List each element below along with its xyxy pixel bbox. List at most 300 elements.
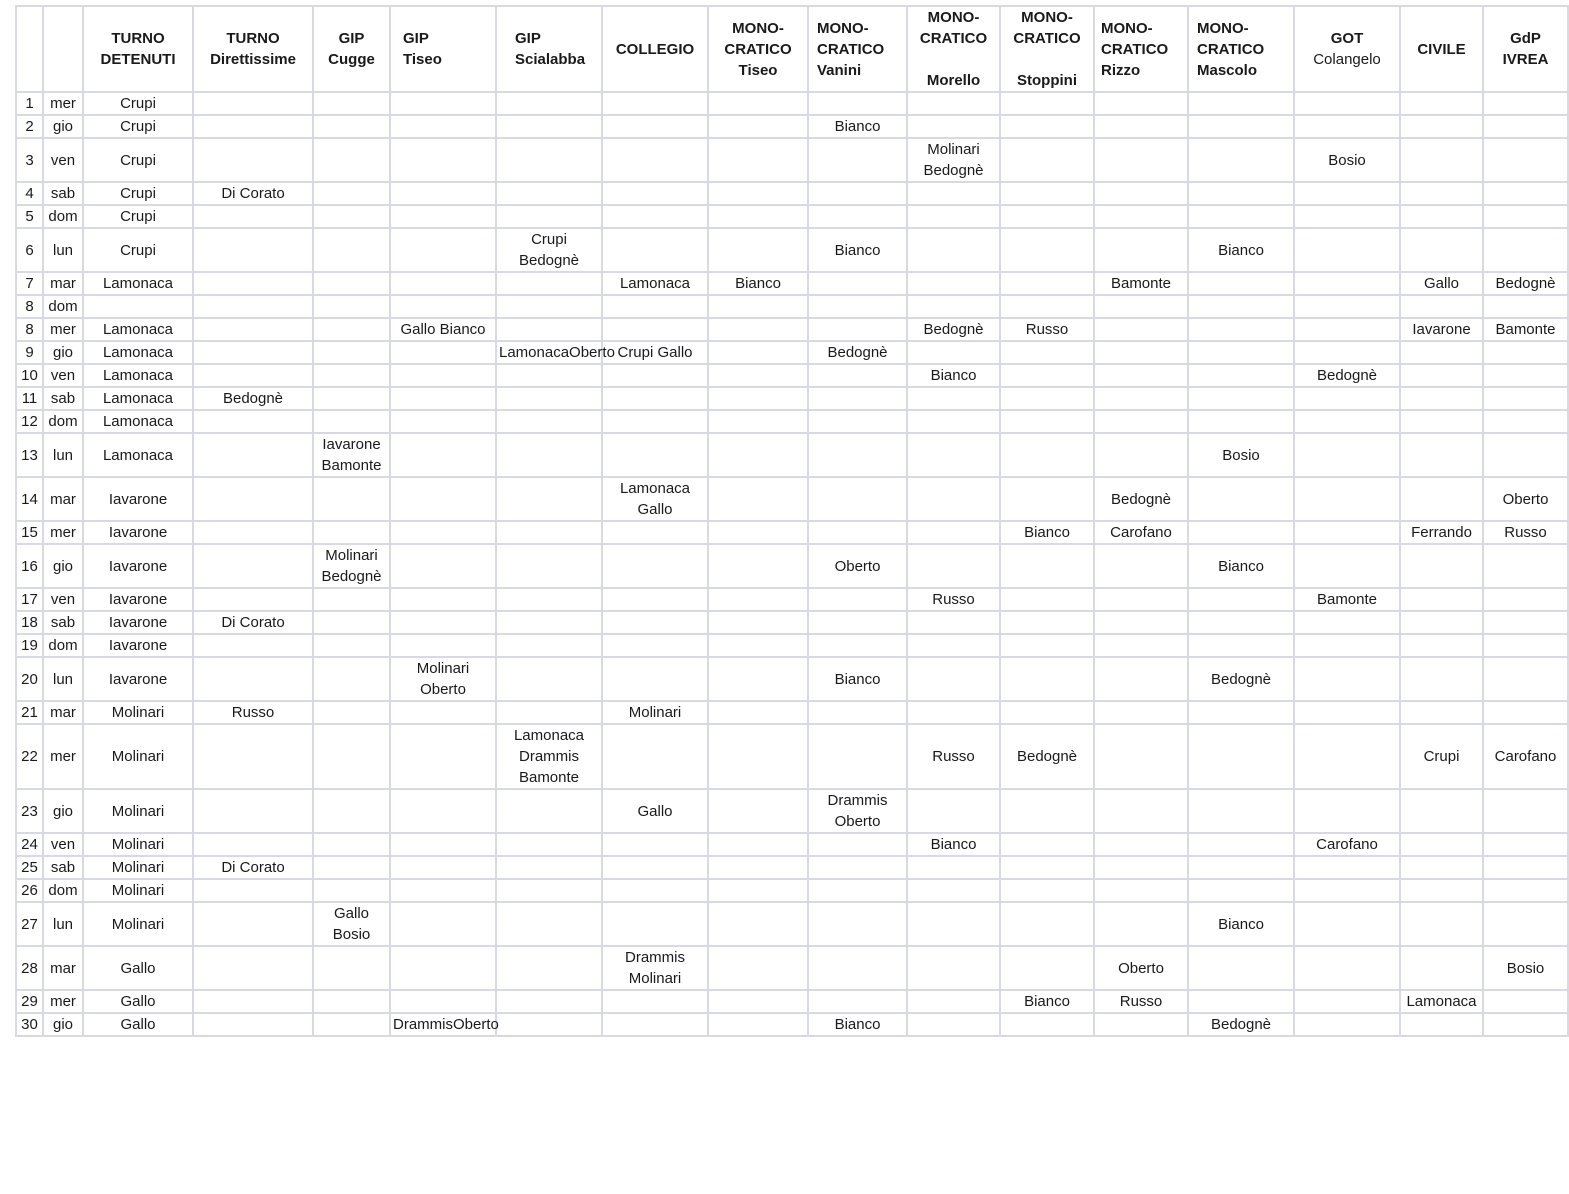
header-cell-day[interactable] [43, 6, 83, 92]
cell-mono-rizzo[interactable]: Bamonte [1094, 272, 1188, 295]
cell-mono-tiseo[interactable] [708, 318, 808, 341]
cell-collegio[interactable] [602, 588, 708, 611]
cell-turno-detenuti[interactable]: Gallo [83, 946, 193, 990]
cell-mono-vanini[interactable] [808, 833, 907, 856]
cell-gip-scialabba[interactable] [496, 477, 602, 521]
cell-mono-vanini[interactable] [808, 138, 907, 182]
cell-gdp-ivrea[interactable] [1483, 387, 1568, 410]
cell-civile[interactable] [1400, 544, 1483, 588]
cell-day[interactable]: ven [43, 364, 83, 387]
cell-turno-direttissime[interactable] [193, 138, 313, 182]
cell-civile[interactable] [1400, 833, 1483, 856]
cell-civile[interactable] [1400, 701, 1483, 724]
cell-mono-mascolo[interactable] [1188, 115, 1294, 138]
cell-index[interactable]: 29 [16, 990, 43, 1013]
cell-turno-detenuti[interactable]: Lamonaca [83, 387, 193, 410]
cell-turno-detenuti[interactable]: Iavarone [83, 588, 193, 611]
cell-civile[interactable] [1400, 387, 1483, 410]
cell-collegio[interactable] [602, 92, 708, 115]
cell-civile[interactable] [1400, 182, 1483, 205]
cell-gip-tiseo[interactable] [390, 295, 496, 318]
cell-gip-tiseo[interactable] [390, 364, 496, 387]
cell-gip-tiseo[interactable] [390, 272, 496, 295]
cell-collegio[interactable] [602, 544, 708, 588]
cell-mono-stoppini[interactable] [1000, 228, 1094, 272]
cell-mono-mascolo[interactable] [1188, 701, 1294, 724]
cell-collegio[interactable] [602, 611, 708, 634]
cell-got[interactable] [1294, 410, 1400, 433]
cell-gdp-ivrea[interactable] [1483, 902, 1568, 946]
cell-civile[interactable] [1400, 228, 1483, 272]
cell-mono-tiseo[interactable] [708, 228, 808, 272]
cell-gip-tiseo[interactable] [390, 387, 496, 410]
cell-gdp-ivrea[interactable] [1483, 789, 1568, 833]
cell-collegio[interactable] [602, 228, 708, 272]
cell-turno-direttissime[interactable]: Di Corato [193, 611, 313, 634]
cell-gdp-ivrea[interactable] [1483, 657, 1568, 701]
cell-mono-morello[interactable]: Russo [907, 724, 1000, 789]
cell-mono-rizzo[interactable] [1094, 1013, 1188, 1036]
cell-gip-scialabba[interactable] [496, 205, 602, 228]
cell-mono-vanini[interactable] [808, 724, 907, 789]
cell-gip-cugge[interactable] [313, 657, 390, 701]
cell-turno-detenuti[interactable]: Lamonaca [83, 364, 193, 387]
cell-mono-rizzo[interactable] [1094, 138, 1188, 182]
cell-mono-rizzo[interactable]: Carofano [1094, 521, 1188, 544]
cell-mono-morello[interactable] [907, 182, 1000, 205]
cell-mono-morello[interactable] [907, 477, 1000, 521]
cell-got[interactable] [1294, 634, 1400, 657]
cell-turno-detenuti[interactable]: Lamonaca [83, 410, 193, 433]
cell-mono-stoppini[interactable] [1000, 387, 1094, 410]
cell-mono-stoppini[interactable] [1000, 902, 1094, 946]
cell-civile[interactable] [1400, 410, 1483, 433]
cell-mono-stoppini[interactable] [1000, 182, 1094, 205]
cell-mono-mascolo[interactable] [1188, 272, 1294, 295]
cell-gdp-ivrea[interactable] [1483, 364, 1568, 387]
cell-gip-cugge[interactable] [313, 946, 390, 990]
cell-turno-direttissime[interactable] [193, 521, 313, 544]
cell-mono-rizzo[interactable] [1094, 724, 1188, 789]
cell-mono-vanini[interactable]: Oberto [808, 544, 907, 588]
cell-gip-cugge[interactable] [313, 588, 390, 611]
cell-mono-vanini[interactable] [808, 477, 907, 521]
cell-turno-detenuti[interactable]: Iavarone [83, 611, 193, 634]
cell-gdp-ivrea[interactable] [1483, 341, 1568, 364]
cell-gdp-ivrea[interactable] [1483, 856, 1568, 879]
cell-mono-vanini[interactable]: Bianco [808, 657, 907, 701]
cell-civile[interactable]: Gallo [1400, 272, 1483, 295]
cell-mono-morello[interactable] [907, 410, 1000, 433]
cell-gip-tiseo[interactable] [390, 477, 496, 521]
cell-gdp-ivrea[interactable] [1483, 990, 1568, 1013]
cell-gip-tiseo[interactable] [390, 588, 496, 611]
cell-mono-rizzo[interactable] [1094, 433, 1188, 477]
cell-mono-stoppini[interactable] [1000, 341, 1094, 364]
cell-collegio[interactable] [602, 521, 708, 544]
cell-mono-morello[interactable] [907, 856, 1000, 879]
cell-turno-detenuti[interactable]: Crupi [83, 138, 193, 182]
cell-mono-stoppini[interactable] [1000, 657, 1094, 701]
cell-mono-rizzo[interactable] [1094, 228, 1188, 272]
cell-day[interactable]: gio [43, 115, 83, 138]
cell-day[interactable]: dom [43, 634, 83, 657]
cell-mono-morello[interactable] [907, 521, 1000, 544]
cell-day[interactable]: ven [43, 833, 83, 856]
cell-gip-cugge[interactable] [313, 318, 390, 341]
cell-gip-scialabba[interactable] [496, 295, 602, 318]
cell-mono-mascolo[interactable] [1188, 946, 1294, 990]
cell-gip-cugge[interactable] [313, 341, 390, 364]
cell-mono-morello[interactable]: Russo [907, 588, 1000, 611]
cell-turno-direttissime[interactable] [193, 789, 313, 833]
header-monocratico-rizzo[interactable]: MONO- CRATICO Rizzo [1094, 6, 1188, 92]
cell-mono-mascolo[interactable] [1188, 138, 1294, 182]
cell-mono-mascolo[interactable] [1188, 856, 1294, 879]
cell-gip-cugge[interactable]: Molinari Bedognè [313, 544, 390, 588]
cell-gip-tiseo[interactable] [390, 902, 496, 946]
cell-gip-cugge[interactable] [313, 115, 390, 138]
cell-gip-tiseo[interactable] [390, 92, 496, 115]
cell-mono-rizzo[interactable] [1094, 92, 1188, 115]
cell-mono-stoppini[interactable] [1000, 634, 1094, 657]
cell-got[interactable] [1294, 879, 1400, 902]
cell-day[interactable]: lun [43, 433, 83, 477]
cell-index[interactable]: 7 [16, 272, 43, 295]
cell-collegio[interactable] [602, 205, 708, 228]
cell-gip-cugge[interactable] [313, 410, 390, 433]
cell-civile[interactable] [1400, 657, 1483, 701]
cell-mono-morello[interactable] [907, 433, 1000, 477]
cell-index[interactable]: 28 [16, 946, 43, 990]
cell-civile[interactable] [1400, 1013, 1483, 1036]
cell-day[interactable]: lun [43, 902, 83, 946]
cell-mono-tiseo[interactable] [708, 138, 808, 182]
cell-index[interactable]: 17 [16, 588, 43, 611]
cell-turno-direttissime[interactable] [193, 364, 313, 387]
cell-mono-stoppini[interactable] [1000, 115, 1094, 138]
cell-mono-morello[interactable] [907, 789, 1000, 833]
cell-got[interactable] [1294, 946, 1400, 990]
cell-gdp-ivrea[interactable] [1483, 1013, 1568, 1036]
cell-mono-vanini[interactable] [808, 634, 907, 657]
cell-collegio[interactable] [602, 295, 708, 318]
cell-mono-stoppini[interactable] [1000, 879, 1094, 902]
cell-gip-scialabba[interactable] [496, 789, 602, 833]
cell-mono-vanini[interactable] [808, 521, 907, 544]
cell-turno-direttissime[interactable] [193, 433, 313, 477]
cell-mono-rizzo[interactable] [1094, 879, 1188, 902]
cell-turno-direttissime[interactable] [193, 272, 313, 295]
cell-got[interactable]: Bamonte [1294, 588, 1400, 611]
cell-mono-mascolo[interactable]: Bedognè [1188, 1013, 1294, 1036]
cell-gip-scialabba[interactable] [496, 701, 602, 724]
cell-gip-tiseo[interactable] [390, 701, 496, 724]
cell-mono-tiseo[interactable] [708, 657, 808, 701]
cell-index[interactable]: 14 [16, 477, 43, 521]
cell-index[interactable]: 6 [16, 228, 43, 272]
cell-gip-scialabba[interactable] [496, 433, 602, 477]
cell-turno-direttissime[interactable] [193, 946, 313, 990]
cell-gip-tiseo[interactable] [390, 634, 496, 657]
cell-mono-stoppini[interactable] [1000, 544, 1094, 588]
cell-collegio[interactable]: Drammis Molinari [602, 946, 708, 990]
cell-day[interactable]: mer [43, 521, 83, 544]
cell-civile[interactable] [1400, 946, 1483, 990]
cell-got[interactable] [1294, 387, 1400, 410]
cell-mono-mascolo[interactable] [1188, 879, 1294, 902]
cell-mono-rizzo[interactable] [1094, 410, 1188, 433]
cell-got[interactable]: Carofano [1294, 833, 1400, 856]
cell-mono-morello[interactable] [907, 657, 1000, 701]
cell-index[interactable]: 8 [16, 318, 43, 341]
header-gdp-ivrea[interactable]: GdP IVREA [1483, 6, 1568, 92]
cell-index[interactable]: 22 [16, 724, 43, 789]
cell-turno-direttissime[interactable] [193, 228, 313, 272]
cell-mono-stoppini[interactable] [1000, 92, 1094, 115]
cell-mono-tiseo[interactable] [708, 856, 808, 879]
cell-day[interactable]: mar [43, 701, 83, 724]
cell-collegio[interactable] [602, 990, 708, 1013]
cell-index[interactable]: 15 [16, 521, 43, 544]
cell-mono-rizzo[interactable] [1094, 588, 1188, 611]
cell-gip-tiseo[interactable] [390, 946, 496, 990]
cell-mono-morello[interactable] [907, 92, 1000, 115]
cell-gip-scialabba[interactable] [496, 115, 602, 138]
cell-got[interactable] [1294, 990, 1400, 1013]
cell-mono-mascolo[interactable] [1188, 477, 1294, 521]
cell-mono-stoppini[interactable]: Bianco [1000, 990, 1094, 1013]
cell-index[interactable]: 11 [16, 387, 43, 410]
cell-mono-morello[interactable] [907, 701, 1000, 724]
header-turno-direttissime[interactable]: TURNO Direttissime [193, 6, 313, 92]
cell-turno-detenuti[interactable]: Molinari [83, 701, 193, 724]
cell-turno-detenuti[interactable]: Lamonaca [83, 272, 193, 295]
cell-gip-tiseo[interactable] [390, 341, 496, 364]
cell-index[interactable]: 30 [16, 1013, 43, 1036]
cell-mono-rizzo[interactable] [1094, 364, 1188, 387]
cell-got[interactable] [1294, 228, 1400, 272]
cell-mono-morello[interactable]: Molinari Bedognè [907, 138, 1000, 182]
cell-collegio[interactable] [602, 657, 708, 701]
cell-mono-morello[interactable] [907, 228, 1000, 272]
cell-mono-rizzo[interactable] [1094, 295, 1188, 318]
cell-gip-cugge[interactable] [313, 634, 390, 657]
cell-day[interactable]: dom [43, 295, 83, 318]
cell-gdp-ivrea[interactable] [1483, 701, 1568, 724]
cell-collegio[interactable] [602, 318, 708, 341]
cell-mono-rizzo[interactable]: Bedognè [1094, 477, 1188, 521]
cell-mono-mascolo[interactable]: Bianco [1188, 544, 1294, 588]
cell-gdp-ivrea[interactable]: Bedognè [1483, 272, 1568, 295]
cell-got[interactable]: Bedognè [1294, 364, 1400, 387]
cell-turno-direttissime[interactable] [193, 657, 313, 701]
cell-day[interactable]: sab [43, 182, 83, 205]
cell-mono-stoppini[interactable] [1000, 138, 1094, 182]
cell-gdp-ivrea[interactable]: Carofano [1483, 724, 1568, 789]
cell-gip-cugge[interactable] [313, 477, 390, 521]
cell-mono-morello[interactable] [907, 341, 1000, 364]
cell-day[interactable]: mer [43, 318, 83, 341]
cell-gip-tiseo[interactable] [390, 228, 496, 272]
cell-mono-vanini[interactable] [808, 611, 907, 634]
cell-mono-tiseo[interactable] [708, 1013, 808, 1036]
cell-turno-detenuti[interactable]: Crupi [83, 115, 193, 138]
cell-turno-direttissime[interactable] [193, 1013, 313, 1036]
cell-gip-cugge[interactable] [313, 92, 390, 115]
cell-mono-mascolo[interactable] [1188, 990, 1294, 1013]
cell-gdp-ivrea[interactable]: Bamonte [1483, 318, 1568, 341]
header-monocratico-mascolo[interactable]: MONO- CRATICO Mascolo [1188, 6, 1294, 92]
cell-mono-rizzo[interactable] [1094, 657, 1188, 701]
cell-index[interactable]: 18 [16, 611, 43, 634]
cell-mono-vanini[interactable] [808, 946, 907, 990]
cell-mono-rizzo[interactable] [1094, 634, 1188, 657]
cell-gdp-ivrea[interactable]: Russo [1483, 521, 1568, 544]
cell-mono-tiseo[interactable] [708, 477, 808, 521]
cell-mono-rizzo[interactable] [1094, 611, 1188, 634]
cell-mono-vanini[interactable] [808, 433, 907, 477]
cell-civile[interactable] [1400, 856, 1483, 879]
cell-mono-mascolo[interactable] [1188, 92, 1294, 115]
cell-collegio[interactable] [602, 433, 708, 477]
cell-gdp-ivrea[interactable] [1483, 544, 1568, 588]
cell-collegio[interactable] [602, 856, 708, 879]
cell-collegio[interactable]: Gallo [602, 789, 708, 833]
cell-mono-vanini[interactable] [808, 701, 907, 724]
cell-index[interactable]: 21 [16, 701, 43, 724]
cell-got[interactable] [1294, 115, 1400, 138]
cell-got[interactable] [1294, 295, 1400, 318]
cell-collegio[interactable] [602, 410, 708, 433]
cell-collegio[interactable] [602, 833, 708, 856]
cell-gip-scialabba[interactable] [496, 182, 602, 205]
header-gip-tiseo[interactable]: GIP Tiseo [390, 6, 496, 92]
cell-mono-morello[interactable] [907, 205, 1000, 228]
cell-index[interactable]: 24 [16, 833, 43, 856]
cell-got[interactable] [1294, 856, 1400, 879]
cell-civile[interactable] [1400, 789, 1483, 833]
cell-gip-tiseo[interactable] [390, 990, 496, 1013]
cell-mono-tiseo[interactable] [708, 410, 808, 433]
cell-got[interactable] [1294, 521, 1400, 544]
cell-day[interactable]: mer [43, 92, 83, 115]
cell-collegio[interactable]: Molinari [602, 701, 708, 724]
cell-gip-scialabba[interactable] [496, 521, 602, 544]
cell-index[interactable]: 26 [16, 879, 43, 902]
cell-turno-detenuti[interactable]: Iavarone [83, 477, 193, 521]
cell-got[interactable]: Bosio [1294, 138, 1400, 182]
cell-turno-direttissime[interactable] [193, 92, 313, 115]
cell-mono-stoppini[interactable] [1000, 789, 1094, 833]
cell-collegio[interactable] [602, 138, 708, 182]
cell-civile[interactable] [1400, 92, 1483, 115]
cell-gip-scialabba[interactable] [496, 946, 602, 990]
cell-day[interactable]: ven [43, 138, 83, 182]
cell-mono-morello[interactable] [907, 879, 1000, 902]
cell-mono-morello[interactable] [907, 1013, 1000, 1036]
cell-mono-mascolo[interactable]: Bosio [1188, 433, 1294, 477]
cell-mono-tiseo[interactable] [708, 634, 808, 657]
cell-turno-direttissime[interactable] [193, 341, 313, 364]
cell-gdp-ivrea[interactable] [1483, 410, 1568, 433]
cell-got[interactable] [1294, 182, 1400, 205]
cell-gip-cugge[interactable] [313, 228, 390, 272]
cell-gip-cugge[interactable] [313, 1013, 390, 1036]
cell-mono-stoppini[interactable]: Bedognè [1000, 724, 1094, 789]
cell-gdp-ivrea[interactable]: Oberto [1483, 477, 1568, 521]
cell-mono-stoppini[interactable] [1000, 946, 1094, 990]
header-monocratico-morello[interactable]: MONO- CRATICO Morello [907, 6, 1000, 92]
cell-collegio[interactable] [602, 634, 708, 657]
cell-turno-direttissime[interactable] [193, 990, 313, 1013]
cell-gip-tiseo[interactable] [390, 521, 496, 544]
cell-gip-tiseo[interactable] [390, 205, 496, 228]
cell-mono-vanini[interactable] [808, 318, 907, 341]
cell-turno-detenuti[interactable]: Lamonaca [83, 341, 193, 364]
cell-gip-tiseo[interactable] [390, 611, 496, 634]
cell-gip-scialabba[interactable] [496, 272, 602, 295]
cell-turno-direttissime[interactable]: Di Corato [193, 856, 313, 879]
cell-got[interactable] [1294, 724, 1400, 789]
cell-gip-cugge[interactable] [313, 138, 390, 182]
cell-index[interactable]: 16 [16, 544, 43, 588]
cell-civile[interactable] [1400, 433, 1483, 477]
cell-day[interactable]: mer [43, 990, 83, 1013]
cell-collegio[interactable]: Lamonaca [602, 272, 708, 295]
cell-civile[interactable]: Crupi [1400, 724, 1483, 789]
cell-gip-tiseo[interactable] [390, 833, 496, 856]
cell-civile[interactable]: Ferrando [1400, 521, 1483, 544]
cell-civile[interactable] [1400, 634, 1483, 657]
cell-gip-tiseo[interactable] [390, 789, 496, 833]
cell-turno-detenuti[interactable]: Lamonaca [83, 318, 193, 341]
cell-mono-vanini[interactable] [808, 295, 907, 318]
cell-day[interactable]: gio [43, 544, 83, 588]
cell-mono-rizzo[interactable] [1094, 318, 1188, 341]
cell-gip-scialabba[interactable] [496, 588, 602, 611]
cell-mono-vanini[interactable]: Bianco [808, 228, 907, 272]
cell-mono-rizzo[interactable] [1094, 182, 1188, 205]
cell-gip-cugge[interactable] [313, 295, 390, 318]
cell-mono-tiseo[interactable] [708, 433, 808, 477]
cell-mono-stoppini[interactable] [1000, 701, 1094, 724]
cell-gip-scialabba[interactable] [496, 1013, 602, 1036]
cell-index[interactable]: 3 [16, 138, 43, 182]
cell-gip-cugge[interactable] [313, 182, 390, 205]
cell-turno-detenuti[interactable]: Molinari [83, 879, 193, 902]
cell-mono-vanini[interactable] [808, 856, 907, 879]
cell-mono-mascolo[interactable] [1188, 588, 1294, 611]
cell-gip-cugge[interactable] [313, 833, 390, 856]
header-gip-cugge[interactable]: GIP Cugge [313, 6, 390, 92]
cell-gip-tiseo[interactable] [390, 182, 496, 205]
cell-gip-tiseo[interactable] [390, 115, 496, 138]
cell-civile[interactable] [1400, 115, 1483, 138]
cell-turno-direttissime[interactable] [193, 318, 313, 341]
cell-gdp-ivrea[interactable] [1483, 115, 1568, 138]
cell-turno-direttissime[interactable] [193, 833, 313, 856]
cell-turno-direttissime[interactable]: Bedognè [193, 387, 313, 410]
cell-mono-vanini[interactable] [808, 879, 907, 902]
cell-gdp-ivrea[interactable] [1483, 182, 1568, 205]
cell-mono-vanini[interactable]: Bianco [808, 115, 907, 138]
cell-mono-rizzo[interactable] [1094, 387, 1188, 410]
cell-day[interactable]: ven [43, 588, 83, 611]
cell-gip-cugge[interactable]: Gallo Bosio [313, 902, 390, 946]
cell-mono-tiseo[interactable] [708, 521, 808, 544]
cell-turno-direttissime[interactable] [193, 115, 313, 138]
